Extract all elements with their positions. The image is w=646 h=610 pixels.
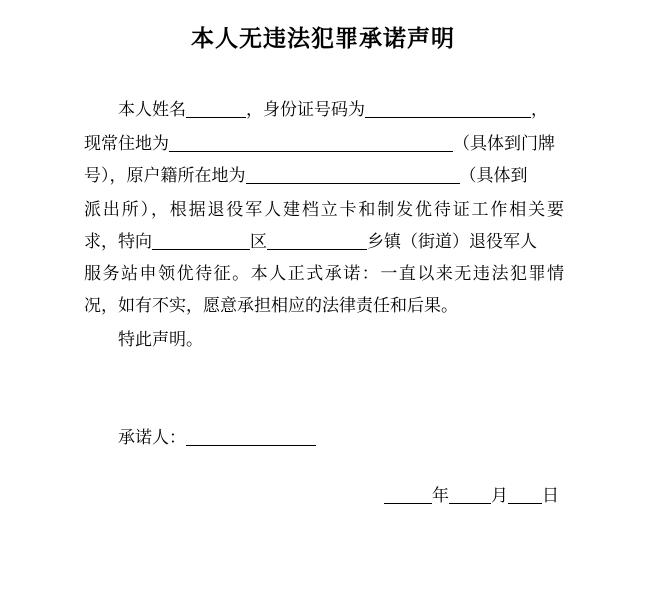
signature-label: 承诺人： [118,428,186,448]
town-blank[interactable] [267,231,367,250]
name-blank[interactable] [186,99,246,118]
signature-blank[interactable] [186,427,316,446]
residence-note: （具体到门牌 [453,134,555,154]
month-blank[interactable] [449,485,491,504]
year-label: 年 [432,486,449,506]
district-blank[interactable] [152,231,250,250]
text-line-4: 派出所），根据退役军人建档立卡和制发优待证工作相关要 [84,200,564,220]
day-blank[interactable] [508,485,542,504]
month-label: 月 [491,486,508,506]
text-line-3 [84,164,564,188]
id-number-blank[interactable] [365,99,531,118]
text-line-2 [84,132,564,156]
origin-label: 号），原户籍所在地为 [84,166,246,186]
text-line-7: 况，如有不实，愿意承担相应的法律责任和后果。 [84,296,458,316]
declaration-closing: 特此声明。 [118,330,203,350]
apply-label: 求，特向 [84,232,152,252]
name-label: 本人姓名 [118,100,186,120]
text-line-1 [118,98,564,122]
residence-label: 现常住地为 [84,134,169,154]
residence-blank[interactable] [169,133,453,152]
document-title: 本人无违法犯罪承诺声明 [191,26,455,52]
town-label: 乡镇（街道）退役军人 [367,232,537,252]
signature-row [118,426,316,450]
text-line-6: 服务站申领优待征。本人正式承诺：一直以来无违法犯罪情 [84,264,564,284]
day-label: 日 [542,486,559,506]
origin-blank[interactable] [246,165,460,184]
district-label: 区 [250,232,267,252]
origin-note: （具体到 [459,166,528,186]
text-line-5 [84,230,564,254]
year-blank[interactable] [384,485,432,504]
date-row [384,484,559,508]
id-label: ，身份证号码为 [246,100,365,120]
id-end: ， [531,100,548,120]
